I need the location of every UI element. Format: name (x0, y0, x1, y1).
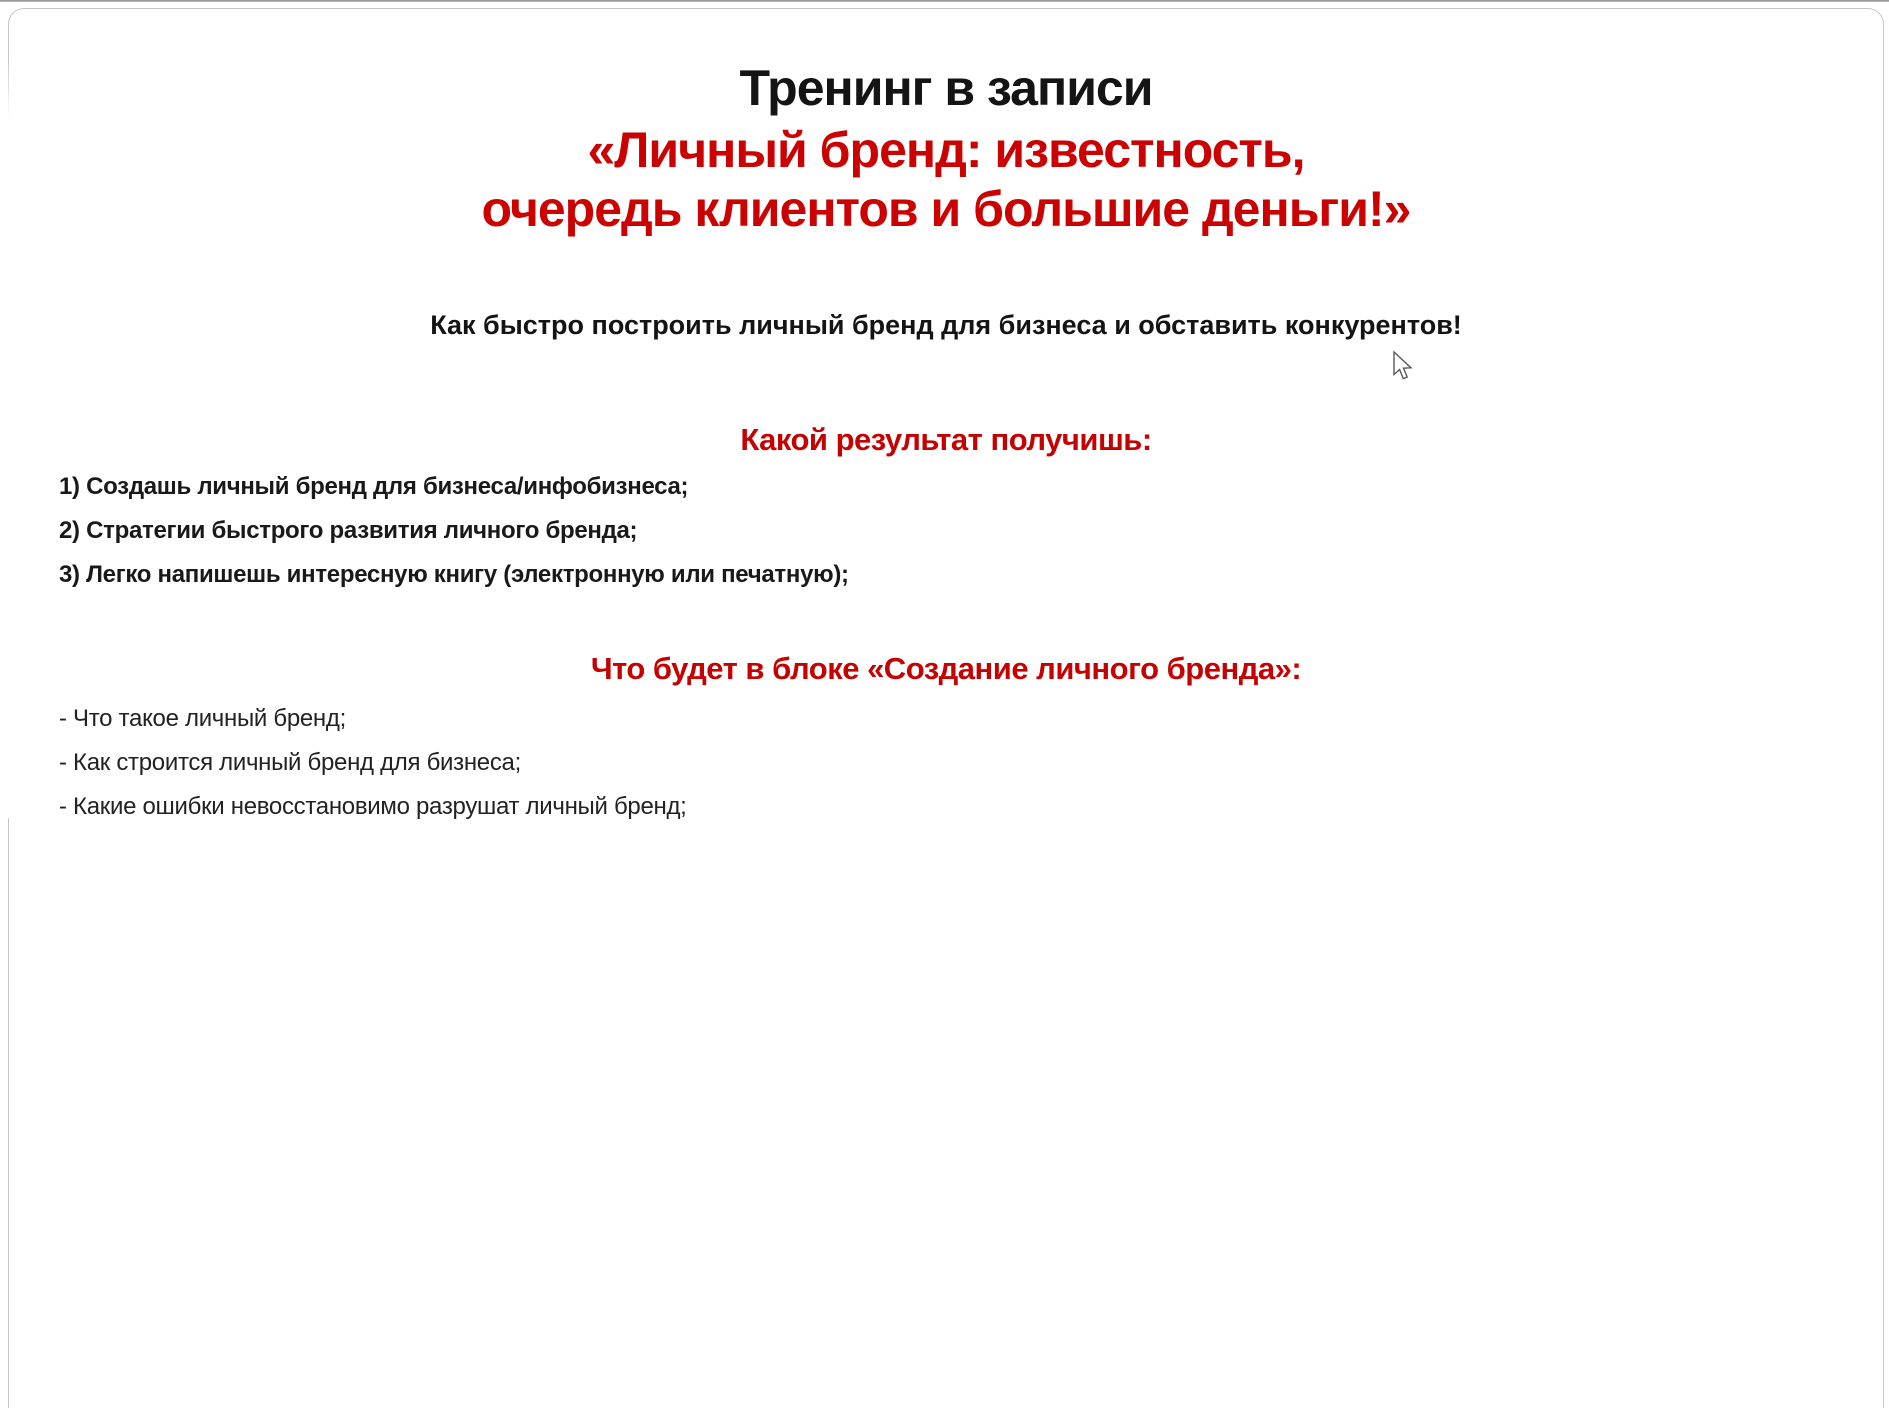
page-card (8, 8, 1884, 1408)
list-item: 1) Создашь личный бренд для бизнеса/инфобизнеса; (59, 473, 689, 500)
course-subtitle: Как быстро построить личный бренд для бизнеса и обставить конкурентов! (430, 310, 1462, 340)
list-item: 2) Стратегии быстрого развития личного бренда; (59, 517, 638, 544)
list-item: - Какие ошибки невосстановимо разрушат личный бренд; (59, 793, 687, 820)
window-top-divider (0, 0, 1889, 2)
list-item: 3) Легко напишешь интересную книгу (электронную или печатную); (59, 561, 849, 588)
page-title: Тренинг в записи (739, 60, 1153, 116)
course-title-line-2: очередь клиентов и большие деньги!» (481, 181, 1411, 237)
block-contents-list (59, 704, 687, 836)
course-title-line-1: «Личный бренд: известность, (587, 122, 1305, 178)
card-right-border-fade (1884, 120, 1885, 820)
course-title (9, 121, 1883, 239)
results-list (59, 472, 849, 604)
list-item: - Что такое личный бренд; (59, 705, 346, 732)
section-heading-results: Какой результат получишь: (740, 422, 1152, 457)
section-heading-block-contents: Что будет в блоке «Создание личного бренда»: (590, 651, 1302, 686)
list-item: - Как строится личный бренд для бизнеса; (59, 749, 521, 776)
card-left-border-fade (7, 58, 11, 818)
